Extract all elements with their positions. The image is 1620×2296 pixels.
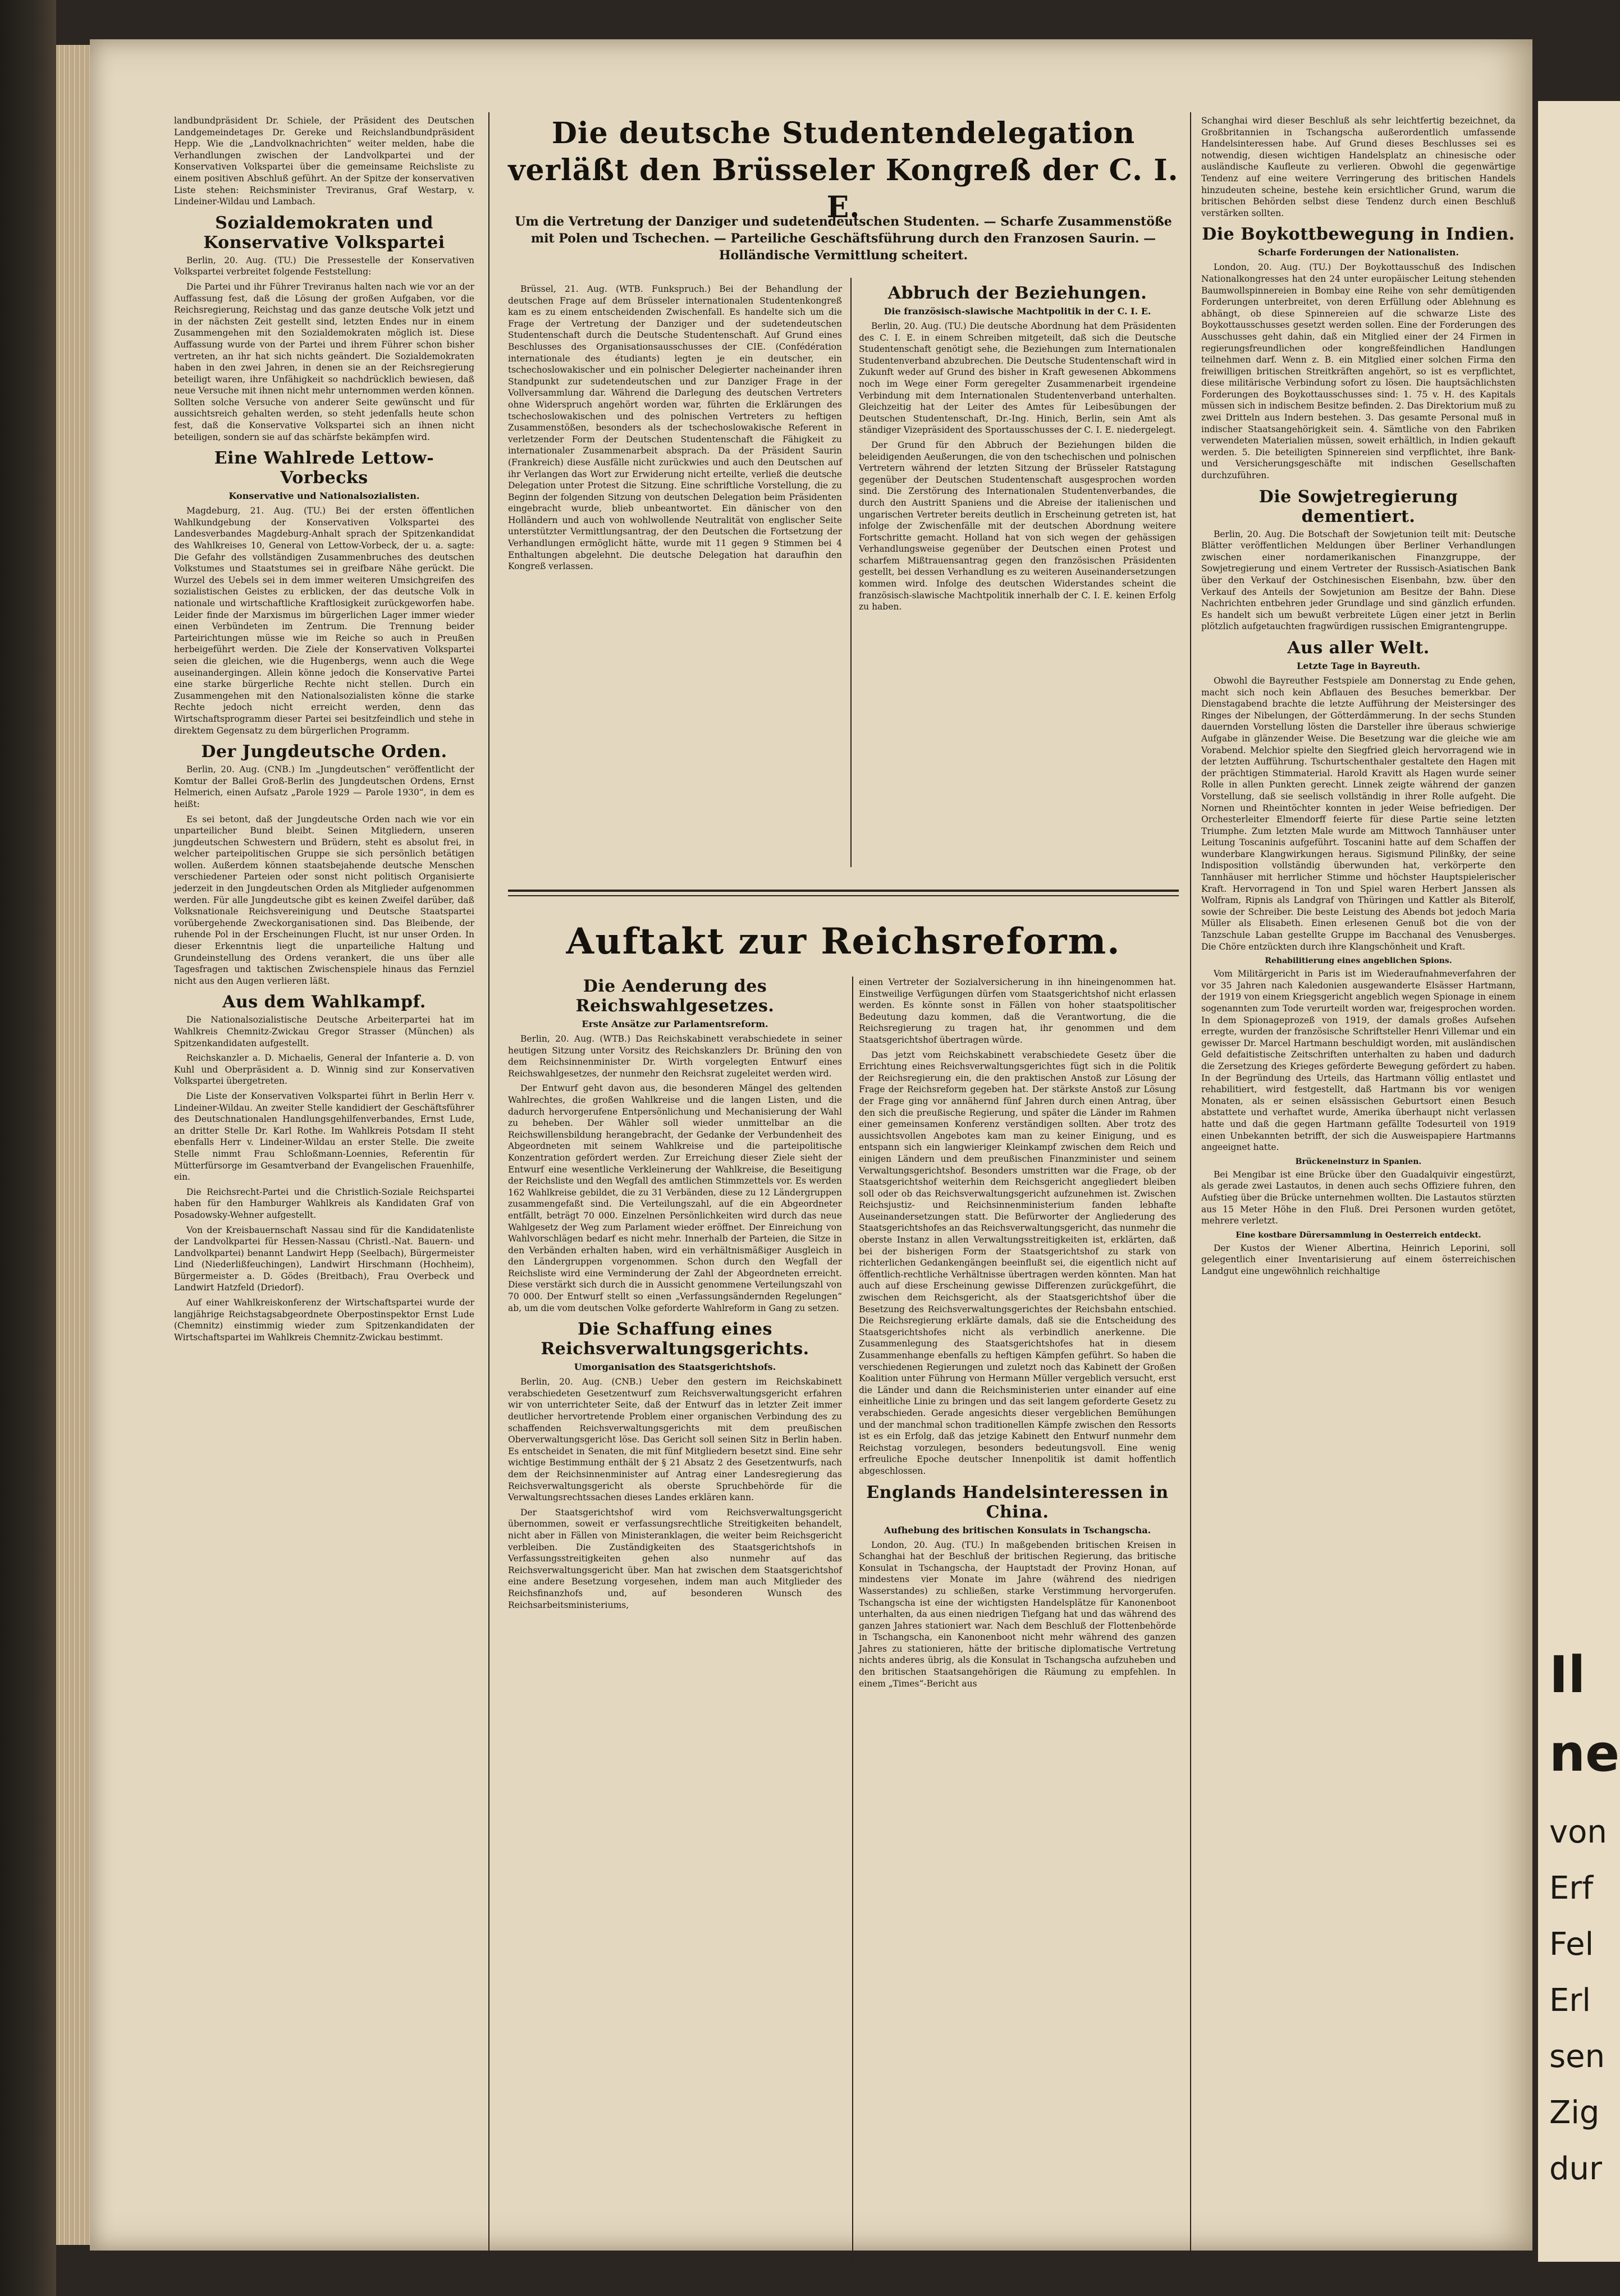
article-text: Die Liste der Konservativen Volkspartei führt in Berlin Herr v. Lindeiner-Wildau. An zweiter Stelle kandidiert der Geschäftsführer des Deutschnationalen Handlungsgehilfenverbandes, Ernst Lude, an dritter Stelle Dr. Karl Rothe. Im Wahlkreis Potsdam II steht ebenfalls Herr v. Lindeiner-Wildau an erster Stelle. Die zweite Stelle nimmt Frau Schloßmann-Loennies, Referentin für Mütterfürsorge im Gesamtverband der Evangelischen Frauenhilfe, ein.: [174, 1090, 474, 1183]
article-headline: Die Boykottbewegung in Indien.: [1202, 224, 1515, 245]
column-rule: [852, 977, 853, 2262]
article-text: Berlin, 20. Aug. (WTB.) Das Reichskabinett verabschiedete in seiner heutigen Sitzung unter Vorsitz des Reichskanzlers Dr. Brüning den von dem Reichsinnenminister Dr. Wirth vorgelegten Entwurf eines Reichswahlgesetzes, der nunmehr den Reichsrat zugeleitet werden wird.: [508, 1034, 842, 1079]
article-text: Das jetzt vom Reichskabinett verabschiedete Gesetz über die Errichtung eines Reichsverwaltungsgerichtes fügt sich in die Politik der Reichsregierung ein, die den praktischen Anstoß zur Lösung der Frage der Reichsreform gegeben hat. Der stärkste Anstoß zur Lösung der Frage ging vor annähernd fünf Jahren durch einen Antrag, über den sich die preußische Regierung, und später die Länder im Rahmen einer gemeinsamen Konferenz verständigen sollten. Aber trotz des aussichtsvollen Angebotes kam man zu keiner Einigung, und es entspann sich ein langwieriger Kleinkampf zwischen dem Reich und einigen Ländern und dem preußischen Finanzminister und seinem Verwaltungsgerichtshof. Besonders umstritten war die Frage, ob der Staatsgerichtshof weiterhin dem Reichsgericht angegliedert bleiben soll oder ob das Reichsverwaltungsgericht aufzunehmen ist. Zwischen Reichsjustiz- und Reichsinnenministerium fanden lebhafte Auseinandersetzungen statt. Die Befürworter der Angliederung des Staatsgerichtshofes an das Reichsverwaltungsgericht, das nunmehr die oberste Instanz in allen Verwaltungsstreitigkeiten ist, erklärten, daß bei der bisherigen Form der Staatsgerichtshof zu stark von richterlichen Gedankengängen beeinflußt sei, die eigentlich nicht auf öffentlich-rechtliche Verhältnisse übertragen werden könnten. Man hat auch auf diese Erscheinung gewisse Differenzen zurückgeführt, die zwischen dem Reichsgericht, als der Staatsgerichtshof über die Besetzung des Reichsverwaltungsgerichtes der Reichsbahn entschied. Die Reichsregierung erklärte damals, daß sie die Entscheidung des Staatsgerichtshofes nicht als verbindlich anerkenne. Die Zusammenlegung des Staatsgerichtshofes hat in diesem Zusammenhange ebenfalls zu heftigen Kämpfen geführt. So haben die verschiedenen Regierungen und zuletzt noch das Kabinett der Großen Koalition unter Führung von Hermann Müller vergeblich versucht, erst die Länder und dann die Reichsministerien unter einander auf eine einheitliche Linie zu bringen und das seit langem geforderte Gesetz zu verabschieden. Gerade angesichts dieser vergeblichen Bemühungen und der manchmal schon traditionellen Kämpfe zwischen den Ressorts ist es ein Erfolg, daß das jetzige Kabinett den Entwurf nunmehr dem Reichstag vorzulegen, besonders bedeutungsvoll. Eine wenig erfreuliche Epoche deutscher Innenpolitik ist damit hoffentlich abgeschlossen.: [859, 1050, 1176, 1476]
column-rule: [850, 278, 852, 867]
article-text: Bei Mengibar ist eine Brücke über den Guadalquivir eingestürzt, als gerade zwei Lastautos, in denen auch sechs Offiziere fuhren, den Aufstieg über die Brücke unternehmen wollten. Die Lastautos stürzten aus 15 Meter Höhe in den Fluß. Drei Personen wurden getötet, mehrere verletzt.: [1201, 1169, 1516, 1226]
article-text: einen Vertreter der Sozialversicherung in ihn hineingenommen hat. Einstweilige Verfügungen dürfen vom Staatsgerichtshof nicht erlassen werden. Es könnte sonst in Fällen von hoher staatspolitischer Bedeutung dazu kommen, daß die Verantwortung, die die Reichsregierung zu tragen hat, ihr genommen und dem Staatsgerichtshof übertragen würde.: [859, 977, 1176, 1045]
article-text: Die Reichsrecht-Partei und die Christlich-Soziale Reichspartei haben für den Hamburger Wahlkreis als Kandidaten Graf von Posadowsky-Wehner aufgestellt.: [174, 1186, 474, 1220]
article-subheadline: Konservative und Nationalsozialisten.: [228, 491, 420, 502]
adjacent-page-fragment: Zig: [1549, 2095, 1600, 2131]
article-headline: Die Sowjetregierung dementiert.: [1259, 487, 1458, 526]
article-text: London, 20. Aug. (TU.) In maßgebenden britischen Kreisen in Schanghai hat der Beschluß der britischen Regierung, das britische Konsulat in Tschangscha, der Hauptstadt der Provinz Honan, auf mindestens vier Monate im Jahre (während des niedrigen Wasserstandes) zu schließen, starke Verstimmung hervorgerufen. Tschangscha ist eine der wichtigsten Handelsplätze für Kanonenboot unterhalten, da aus einen niedrigen Tiefgang hat und das während des ganzen Jahres stationiert war. Nach dem Beschluß der Flottenbehörde in Tschangscha, ein Kanonenboot nicht mehr während des ganzen Jahres zu stationieren, hätte der britische diplomatische Vertretung nichts anderes übrig, als die Konsulat in Tschangscha aufzuheben und den britischen Staatsangehörigen die Räumung zu empfehlen. In einem „Times“-Bericht aus: [859, 1539, 1176, 1689]
column-rule: [1190, 112, 1191, 2262]
main-headline: Die deutsche Studentendelegation verläßt den Brüsseler Kongreß der C. I. E.: [508, 116, 1179, 224]
article-subheadline: Eine kostbare Dürersammlung in Oesterreich entdeckt.: [1235, 1230, 1481, 1240]
article-subheadline: Umorganisation des Staatsgerichtshofs.: [574, 1362, 776, 1373]
article-text: Brüssel, 21. Aug. (WTB. Funkspruch.) Bei der Behandlung der deutschen Frage auf dem Brüsseler internationalen Studentenkongreß kam es zu einem entscheidenden Zwischenfall. Es handelte sich um die Frage der Vertretung der Danziger und der sudetendeutschen Studentenschaft durch die Deutsche Studentenschaft. Auf Grund eines Beschlusses des Organisationsausschusses der CIE. (Confédération internationale des étudiants) legten je ein deutscher, ein tschechoslowakischer und ein polnischer Delegierter nacheinander ihren Standpunkt zur sudetendeutschen und zur Danziger Frage in der Vollversammlung dar. Während die Darlegung des deutschen Vertreters ohne Widerspruch angehört worden war, führten die Erklärungen des tschechoslowakischen und des polnischen Vertreters zu heftigen Zusammenstößen, besonders als der tschechoslowakische Referent in verletzender Form der Deutschen Studentenschaft die Fähigkeit zu internationaler Zusammenarbeit absprach. Da der Präsident Saurin (Frankreich) diese Ausfälle nicht zurückwies und auch den Deutschen auf ihr Verlangen das Wort zur Erwiderung nicht erteilte, verließ die deutsche Delegation unter Protest die Sitzung. Eine schriftliche Vorstellung, die zu Beginn der folgenden Sitzung von deutschen Delegation beim Präsidenten eingebracht wurde, blieb unbeantwortet. Ein dänischer von den Holländern und auch von wohlwollende Neutralität von englischer Seite unterstützter Vermittlungsantrag, der den Deutschen die Fortsetzung der Verhandlungen ermöglicht hätte, wurde mit 11 gegen 9 Stimmen bei 4 Enthaltungen abgelehnt. Die deutsche Delegation hat daraufhin den Kongreß verlassen.: [508, 284, 842, 572]
article-text: Die Partei und ihr Führer Treviranus halten nach wie vor an der Auffassung fest, daß die Lösung der großen Aufgaben, vor die Reichsregierung, Reichstag und das ganze deutsche Volk jetzt und in der nächsten Zeit gestellt sind, letzten Endes nur in einem Zusammengehen mit den Sozialdemokraten möglich ist. Diese Auffassung wurde von der Partei und ihrem Führer schon bisher vertreten, an ihr hat sich nichts geändert. Die Sozialdemokraten haben in den zwei Jahren, in denen sie an der Reichsregierung beteiligt waren, ihre Unfähigkeit so nachdrücklich bewiesen, daß neue Versuche mit ihnen nicht mehr unternommen werden können. Sollten solche Versuche von anderer Seite gewünscht und für aussichtsreich gehalten werden, so steht jedenfalls heute schon fest, daß die Konservative Volkspartei sich an ihnen nicht beteiligen, sondern sie auf das schärfste bekämpfen wird.: [174, 281, 474, 442]
article-headline: Englands Handelsinteressen in China.: [866, 1482, 1169, 1522]
article-headline: Die Schaffung eines Reichsverwaltungsgerichts.: [541, 1319, 809, 1359]
main-subheadline: Um die Vertretung der Danziger und sudetendeutschen Studenten. — Scharfe Zusammenstöße mit Polen und Tschechen. — Parteiliche Geschäftsführung durch den Franzosen Saurin. — Holländische Vermittlung scheitert.: [515, 214, 1172, 263]
adjacent-page-fragment: von: [1549, 1814, 1607, 1850]
headline-rule: [508, 895, 1179, 896]
reform-article-continued: [859, 977, 1176, 1693]
article-text: Berlin, 20. Aug. (TU.) Die Pressestelle der Konservativen Volkspartei verbreitet folgende Feststellung:: [174, 255, 474, 277]
article-subheadline: Aufhebung des britischen Konsulats in Tschangscha.: [884, 1524, 1151, 1536]
adjacent-page-fragment: Fel: [1549, 1926, 1594, 1963]
article-headline: Die Aenderung des Reichswahlgesetzes.: [575, 977, 775, 1016]
article-text: Der Kustos der Wiener Albertina, Heinrich Leporini, soll gelegentlich einer Inventarisierung auf einem österreichischen Landgut eine ungewöhnlich reichhaltige: [1201, 1243, 1516, 1276]
article-text: Obwohl die Bayreuther Festspiele am Donnerstag zu Ende gehen, macht sich noch kein Abflauen des Besuches bemerkbar. Der Dienstagabend brachte die letzte Aufführung der Meistersinger des Ringes der Nibelungen, der Götterdämmerung. In der sechs Stunden dauernden Vorstellung lösten die Darsteller ihre überaus schwierige Aufgabe in glänzender Weise. Die Besetzung war die gleiche wie am Vorabend. Melchior spielte den Siegfried gleich hervorragend wie in der letzten Aufführung. Tschurtschenthaler gestaltete den Hagen mit der prächtigen Stimmaterial. Harold Kravitt als Hagen wurde seiner Rolle in allen Punkten gerecht. Linnek zeigte während der ganzen Vorstellung, daß sie seelisch vollständig in ihrer Rolle aufgeht. Die Nornen und Rheintöchter konnten in jeder Weise befriedigen. Der Orchesterleiter Elmendorff feierte für diese Partie seine letzten Triumphe. Zum letzten Male wurde am Mittwoch Tannhäuser unter Leitung Toscaninis aufgeführt. Toscanini hatte auf dem Schaffen der wunderbare Klangwirkungen heraus. Sigismund Pilinßky, der seine Indisposition vollständig überwunden hat, verkörperte den Tannhäuser mit herrlicher Stimme und höchster Hauptspielerischer Kraft. Hervorragend in Ton und Spiel waren Herbert Janssen als Wolfram, Ripnis als Landgraf von Thüringen und Kattler als Biterolf, sowie der Schreiber. Die beste Leistung des Abends bot jedoch Maria Müller als Elisabeth. Einen erlesenen Genuß bot die von der Tanzschule Laban gestellte Gruppe im Bacchanal des Venusberges. Die Chöre entzückten durch ihre Klangschönheit und Kraft.: [1201, 675, 1516, 952]
delegation-article: [508, 283, 842, 576]
article-text: Die Nationalsozialistische Deutsche Arbeiterpartei hat im Wahlkreis Chemnitz-Zwickau Gregor Strasser (München) als Spitzenkandidaten aufgestellt.: [174, 1015, 474, 1048]
abbruch-article: [859, 283, 1176, 616]
article-subheadline: Die französisch-slawische Machtpolitik in der C. I. E.: [884, 306, 1151, 317]
reform-article: [508, 977, 842, 1614]
column-4: [1201, 115, 1516, 1280]
adjacent-page-fragment: sen: [1549, 2038, 1605, 2075]
article-text: Berlin, 20. Aug. (CNB.) Ueber den gestern im Reichskabinett verabschiedeten Gesetzentwurf zum Reichsverwaltungsgericht erfahren wir von unterrichteter Seite, daß der Entwurf das in letzter Zeit immer deutlicher hervortretende Problem einer organischen Verbindung des zu schaffenden Reichsverwaltungsgerichts mit dem preußischen Oberverwaltungsgericht löse. Das Gericht soll seinen Sitz in Berlin haben. Es entscheidet in Senaten, die mit fünf Mitgliedern besetzt sind. Eine sehr wichtige Bestimmung enthält der § 21 Absatz 2 des Gesetzentwurfs, nach dem der Reichsinnenminister auf Antrag einer Landesregierung das Reichsverwaltungsgericht als oberste Spruchbehörde für die Verwaltungsrechtssachen dieses Landes erklären kann.: [508, 1377, 842, 1503]
article-text: Auf einer Wahlkreiskonferenz der Wirtschaftspartei wurde der langjährige Reichstagsabgeordnete Oberpostinspektor Ernst Lude (Chemnitz) einstimmig wieder zum Spitzenkandidaten der Wirtschaftspartei im Wahlkreis Chemnitz-Zwickau bestimmt.: [174, 1298, 474, 1342]
adjacent-page-fragment: Erf: [1549, 1870, 1594, 1907]
article-text: landbundpräsident Dr. Schiele, der Präsident des Deutschen Landgemeindetages Dr. Gereke und Reichslandbundpräsident Hepp. Wie die „Landvolknachrichten“ weiter melden, habe die Verhandlungen zwischen der Landvolkpartei und der Konservativen Volkspartei über die gemeinsame Reichsliste zu einem positiven Abschluß geführt. An der Spitze der konservativen Liste stehen: Reichsminister Treviranus, Graf Westarp, v. Lindeiner-Wildau und Lambach.: [174, 116, 474, 207]
article-text: Reichskanzler a. D. Michaelis, General der Infanterie a. D. von Kuhl und Oberpräsident a. D. Winnig sind zur Konservativen Volkspartei übergetreten.: [174, 1053, 474, 1087]
adjacent-page-fragment: Erl: [1549, 1982, 1591, 2019]
article-headline: Aus aller Welt.: [1287, 638, 1430, 658]
article-text: Magdeburg, 21. Aug. (TU.) Bei der ersten öffentlichen Wahlkundgebung der Konservativen Volkspartei des Landesverbandes Magdeburg-Anhalt sprach der Spitzenkandidat des Wahlkreises 10, General von Lettow-Vorbeck, der u. a. sagte: Die Gefahr des vollständigen Zusammenbruches des deutschen Volkstumes und Staatstumes sei in greifbare Nähe gerückt. Die Wurzel des Uebels sei in dem immer weiteren Umsichgreifen des sozialistischen Geistes zu erblicken, der das deutsche Volk in nationale und wirtschaftliche Kraftlosigkeit zurückgeworfen habe. Leider finde der Marxismus im bürgerlichen Lager immer wieder einen Verbündeten im Zentrum. Die Trennung beider Parteirichtungen müsse wie im Reiche so auch in Preußen herbeigeführt werden. Die Ziele der Konservativen Volkspartei seien die gleichen, wie die Hugenbergs, wenn auch die Wege auseinandergingen. Allein könne jedoch die Konservative Partei eine starke bürgerliche Rechte nicht stellen. Durch ein Zusammengehen mit den Nationalsozialisten könne die starke Rechte jedoch nicht erreicht werden, denn das Wirtschaftsprogramm dieser Partei sei besitzfeindlich und stehe in direktem Gegensatz zu dem bürgerlichen Programm.: [174, 506, 474, 736]
article-text: Der Grund für den Abbruch der Beziehungen bilden die beleidigenden Aeußerungen, die von den tschechischen und polnischen Vertretern während der letzten Sitzung der Brüsseler Ratstagung gegenüber der Deutschen Studentenschaft ausgesprochen worden sind. Die Zerstörung des Internationalen Studentenverbandes, die durch den Austritt Spaniens und die Abreise der italienischen und ungarischen Vertreter bereits deutlich in Erscheinung getreten ist, hat infolge der Zwischenfälle mit der deutschen Abordnung weitere Fortschritte gemacht. Holland hat von sich wegen der gehässigen Verhandlungsweise gegenüber der Deutschen einen Protest und scharfem Mißtrauensantrag gegen den französischen Präsidenten gestellt, bei dessen Verhandlung es zu weiteren Auseinandersetzungen kommen wird. Infolge des deutschen Widerstandes scheint die französisch-slawische Machtpolitik innerhalb der C. I. E. keinen Erfolg zu haben.: [859, 439, 1176, 612]
adjacent-page-fragment: ne: [1549, 1724, 1620, 1783]
article-text: Berlin, 20. Aug. Die Botschaft der Sowjetunion teilt mit: Deutsche Blätter veröffentlichen Meldungen über Berliner Verhandlungen zwischen einer nordamerikanischen Finanzgruppe, der Sowjetregierung und einem Vertreter der Russisch-Asiatischen Bank über den Verkauf der Ostchinesischen Eisenbahn, bzw. über den Verkauf des Anteils der Sowjetunion am Besitze der Bahn. Diese Nachrichten entbehren jeder Grundlage und sind gänzlich erfunden. Es handelt sich um bewußt verbreitete Lügen einer jetzt in Berlin plötzlich aufgetauchten fragwürdigen russischen Emigrantengruppe.: [1201, 529, 1516, 632]
article-subheadline: Letzte Tage in Bayreuth.: [1296, 660, 1421, 671]
article-subheadline: Erste Ansätze zur Parlamentsreform.: [582, 1019, 768, 1029]
article-headline: Eine Wahlrede Lettow-Vorbecks: [214, 448, 434, 488]
column-rule: [488, 112, 489, 2262]
article-text: Schanghai wird dieser Beschluß als sehr leichtfertig bezeichnet, da Großbritannien in Tschangscha außerordentlich umfassende Handelsinteressen habe. Auf Grund dieses Beschlusses sei es notwendig, diesen wichtigen Handelsplatz an chinesische oder ausländische Kaufleute zu verlieren. Obwohl die gegenwärtige Tendenz auf eine weitere Verringerung des britischen Handels hinzudeuten scheine, bestehe kein ersichtlicher Grund, warum die britischen Behörden selbst diese Tendenz durch einen Beschluß verstärken sollten.: [1201, 116, 1516, 218]
article-text: Der Staatsgerichtshof wird vom Reichsverwaltungsgericht übernommen, soweit er verfassungsrechtliche Streitigkeiten behandelt, nicht aber in Fällen von Ministeranklagen, die weiter beim Reichsgericht verbleiben. Die Zuständigkeiten des Staatsgerichtshofs in Verfassungsstreitigkeiten gehen also nunmehr auf das Reichsverwaltungsgericht über. Man hat zwischen dem Staatsgerichtshof eine andere Besetzung vorgesehen, indem man auch Mitglieder des Reichsfinanzhofs und, auf besonderen Wunsch des Reichsarbeitsministeriums,: [508, 1507, 842, 1610]
article-text: Der Entwurf geht davon aus, die besonderen Mängel des geltenden Wahlrechtes, die großen Wahlkreise und die langen Listen, und die dadurch hervorgerufene Entpersönlichung und Mechanisierung der Wahl zu beheben. Der Wähler soll wieder unmittelbar an die Reichswillensbildung herangebracht, der Gedanke der Verbundenheit des Abgeordneten mit seinem Wahlkreise und die parteipolitische Konzentration gefördert werden. Zur Erreichung dieser Ziele sieht der Entwurf eine wesentliche Verkleinerung der Wahlkreise, die Beseitigung der Reichsliste und den Wegfall des amtlichen Stimmzettels vor. Es werden 162 Wahlkreise gebildet, die zu 31 Verbänden, diese zu 12 Ländergruppen zusammengefaßt sind. Die Verteilungszahl, auf die ein Abgeordneter entfällt, beträgt 70 000. Einzelnen Persönlichkeiten wird durch das neue Wahlgesetz der Weg zum Parlament wieder eröffnet. Der Einreichung von Wahlvorschlägen bedarf es nicht mehr. Innerhalb der Parteien, die Sitze in den Verbänden erhalten haben, wird ein verhältnismäßiger Ausgleich in den Ländergruppen vorgenommen. Schon durch den Wegfall der Reichsliste wird eine Verminderung der Zahl der Abgeordneten erreicht. Diese verstärkt sich durch die in Aussicht genommene Verteilungszahl von 70 000. Der Entwurf stellt so einen „Verfassungsändernden Regelungen“ ab, um die vom deutschen Volke geforderte Wahlreform in Gang zu setzen.: [508, 1083, 842, 1313]
article-text: London, 20. Aug. (TU.) Der Boykottausschuß des Indischen Nationalkongresses hat den 24 unter europäischer Leitung stehenden Baumwollspinnereien in Bombay eine Reihe von sehr demütigenden Forderungen unterbreitet, von deren Erfüllung oder Ablehnung es abhängt, ob diese Spinnereien auf die schwarze Liste des Boykottausschusses gesetzt werden sollen. Eine der Forderungen des Ausschusses geht dahin, daß ein Mitglied einer der 24 Firmen in regierungsfreundlichen oder kongreßfeindlichen Handlungen teilnehmen darf. Wenn z. B. ein Mitglied einer solchen Firma den freiwilligen britischen Streitkräften angehört, so ist es verpflichtet, diese militärische Verbindung sofort zu lösen. Die hauptsächlichsten Forderungen des Boykottausschusses sind: 1. 75 v. H. des Kapitals müssen sich in indischem Besitze befinden. 2. Das Direktorium muß zu zwei Dritteln aus Indern bestehen. 3. Das gesamte Personal muß in indischer Staatsangehörigkeit sein. 4. Sämtliche von den Fabriken verwendeten Materialien müssen, soweit erhältlich, in Indien gekauft werden. 5. Die beteiligten Spinnereien sind verpflichtet, ihre Bank- und Versicherungsgeschäfte mit indischen Gesellschaften durchzuführen.: [1201, 262, 1516, 481]
adjacent-page-edge: [1538, 101, 1620, 2262]
column-1: [174, 115, 474, 1346]
adjacent-page-fragment: dur: [1549, 2151, 1603, 2187]
article-headline: Abbruch der Beziehungen.: [887, 283, 1147, 303]
article-subheadline: Brückeneinsturz in Spanien.: [1295, 1157, 1422, 1166]
article-text: Von der Kreisbauernschaft Nassau sind für die Kandidatenliste der Landvolkpartei für Hessen-Nassau (Christl.-Nat. Bauern- und Landvolkpartei) benannt Landwirt Hepp (Seelbach), Bürgermeister Lind (Niederlißfeuchingen), Landwirt Hirschmann (Hochheim), Bürgermeister a. D. Gödes (Breitbach), Frau Overbeck und Landwirt Hatzfeld (Driedorf).: [174, 1225, 474, 1293]
article-subheadline: Scharfe Forderungen der Nationalisten.: [1257, 247, 1459, 258]
headline-rule: [508, 890, 1179, 892]
article-text: Vom Militärgericht in Paris ist im Wiederaufnahmeverfahren der vor 35 Jahren nach Kaledonien ausgewanderte Elsässer Hartmann, der 1919 von einem Kriegsgericht angeblich wegen Spionage in einem sogenannten zum Tode verurteilt worden war, freigesprochen worden. In dem Spionageprozeß von 1919, der damals großes Aufsehen erregte, wurden der französische Schriftsteller Henri Villemar und ein gewisser Dr. Marcel Hartmann beschuldigt worden, mit ausländischen Geld defaitistische Zeitschriften unterhalten zu haben und dadurch die Zersetzung des Krieges geförderte Bewegung gefördert zu haben. In der Begründung des Urteils, das Hartmann völlig entlastet und rehabilitiert, wird festgestellt, daß Hartmann bis vor wenigen Monaten, als er seinen elsässischen Geburtsort einen Besuch abstattete und verhaftet wurde, Amerika überhaupt nicht verlassen hatte und daß die gegen Hartmann gefällte Todesurteil von 1919 einen Unbekannten betrifft, der sich die Ausweispapiere Hartmanns angeeignet hatte.: [1201, 969, 1516, 1153]
article-text: Berlin, 20. Aug. (TU.) Die deutsche Abordnung hat dem Präsidenten des C. I. E. in einem Schreiben mitgeteilt, daß sich die Deutsche Studentenschaft genötigt sehe, die Beziehungen zum Internationalen Studentenverband abzubrechen. Die Deutsche Studentenschaft wird in Zukunft weder auf Grund des bisher in Kraft gewesenen Abkommens noch im Wege einer Form geregelter Zusammenarbeit irgendeine Verbindung mit dem Internationalen Studentenverband unterhalten. Gleichzeitig hat der Leiter des Amtes für Leibesübungen der Deutschen Studentenschaft, Dr.-Ing. Hinich, Berlin, sein Amt als ständiger Vizepräsident des Sportausschusses der C. I. E. niedergelegt.: [859, 321, 1176, 436]
article-headline: Aus dem Wahlkampf.: [222, 992, 426, 1012]
article-headline: Der Jungdeutsche Orden.: [201, 742, 447, 762]
reform-headline: Auftakt zur Reichsreform.: [566, 920, 1121, 963]
scanner-background: [0, 0, 56, 2296]
adjacent-page-fragment: Il: [1549, 1646, 1586, 1704]
article-headline: Sozialdemokraten und Konservative Volkspartei: [203, 213, 445, 253]
article-subheadline: Rehabilitierung eines angeblichen Spions.: [1265, 956, 1452, 966]
book-page-edges: [56, 45, 90, 2245]
article-text: Es sei betont, daß der Jungdeutsche Orden nach wie vor ein unparteilicher Bund bleibt. Seinen Mitgliedern, unseren jungdeutschen Schwestern und Brüdern, steht es absolut frei, in welcher parteipolitischen Gruppe sie sich persönlich betätigen wollen. Außerdem können staatsbejahende deutsche Menschen verschiedener Parteien oder sonst nicht politisch Organisierte jederzeit in den Jungdeutschen Orden als Mitglieder aufgenommen werden. Für alle Jungdeutsche gibt es keinen Zweifel darüber, daß Volksnationale Reichsvereinigung und Deutsche Staatspartei vorübergehende Zweckorganisationen sind. Das Bleibende, der ruhende Pol in der Erscheinungen Flucht, ist nur unser Orden. In dieser Erkenntnis liegt die unparteiliche Haltung und Grundeinstellung des Ordens verankert, die uns über alle Tagesfragen und taktischen Zwischenspiele hinaus das Fernziel nicht aus den Augen verlieren läßt.: [174, 814, 474, 986]
article-text: Berlin, 20. Aug. (CNB.) Im „Jungdeutschen“ veröffentlicht der Komtur der Ballei Groß-Berlin des Jungdeutschen Ordens, Ernst Helmerich, einen Aufsatz „Parole 1929 — Parole 1930“, in dem es heißt:: [174, 764, 474, 809]
